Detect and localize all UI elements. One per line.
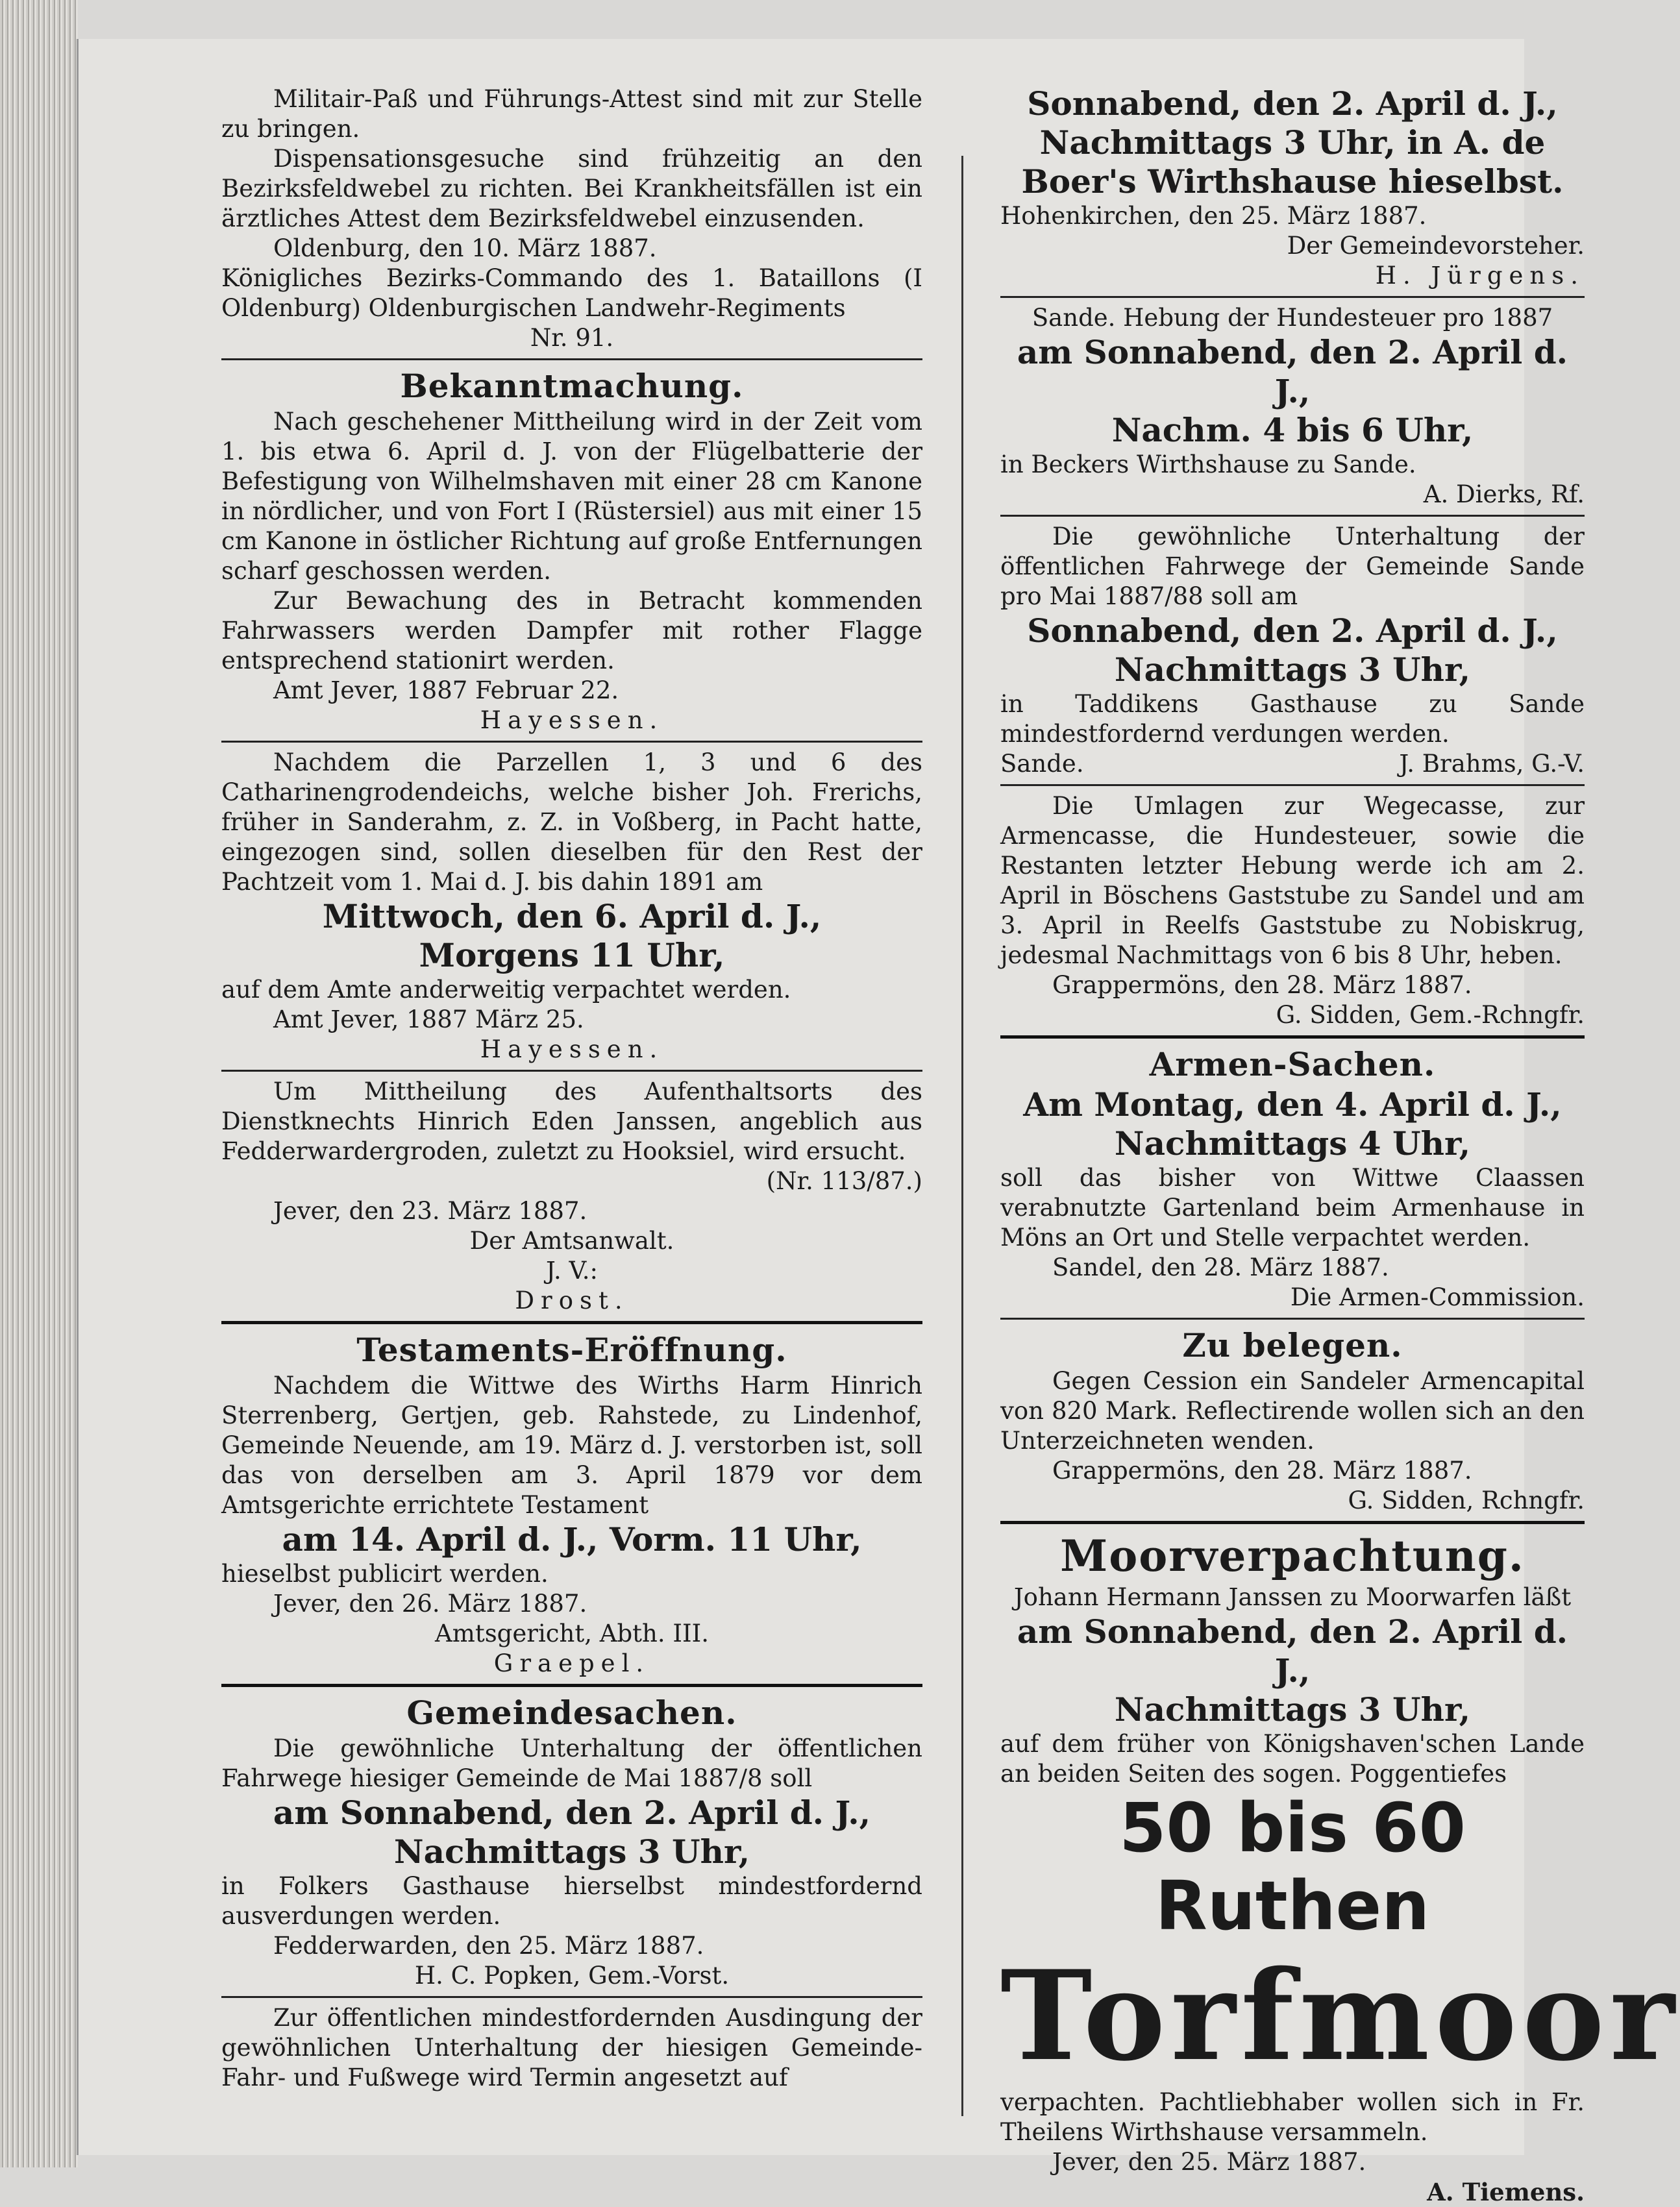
notice-title: Zu belegen.: [1182, 1326, 1403, 1364]
notice-bekanntmachung: [221, 365, 922, 735]
notice-signature: Die Armen-Commission.: [1290, 1283, 1585, 1311]
notice-time-highlight: Morgens 11 Uhr,: [419, 936, 725, 974]
divider: [1000, 1318, 1585, 1320]
notice-date: Oldenburg, den 10. März 1887.: [273, 234, 657, 262]
notice-title: Testaments-Eröffnung.: [356, 1331, 787, 1369]
notice-parcel-lease: [221, 748, 922, 1065]
notice-time-highlight: Nachmittags 3 Uhr,: [1114, 1690, 1471, 1729]
notice-signature: Hayessen.: [480, 706, 664, 734]
left-column: [221, 84, 922, 2093]
notice-signature: Drost.: [515, 1287, 629, 1314]
notice-date-highlight: am Sonnabend, den 2. April d. J.,: [1017, 1612, 1568, 1690]
notice-place: [1000, 749, 1585, 779]
notice-text: auf dem früher von Königshaven'schen Lande an beiden Seiten des sogen. Poggentiefes: [1000, 1730, 1585, 1788]
notice-text: Gegen Cession ein Sandeler Armencapital von 820 Mark. Reflectirende wollen sich an den Unterzeichneten wenden.: [1000, 1367, 1585, 1455]
notice-text: Die Umlagen zur Wegecasse, zur Armencasse, die Hundesteuer, sowie die Restanten letzter Hebung werde ich am 2. April in Böschens Gaststube zu Sandel und am 3. April in Reelfs Gaststube zu Nobiskrug, jedesmal Nachmittags von 6 bis 8 Uhr, heben.: [1000, 792, 1585, 969]
divider: [221, 741, 922, 743]
right-column: [1000, 84, 1680, 2207]
notice-signature: G. Sidden, Gem.-Rchngfr.: [1276, 1001, 1585, 1029]
notice-hundesteuer: [1000, 303, 1585, 510]
notice-title: Bekanntmachung.: [400, 367, 744, 405]
divider: [221, 1996, 922, 1998]
notice-title: Moorverpachtung.: [1060, 1531, 1525, 1581]
notice-text: Die gewöhnliche Unterhaltung der öffentlichen Fahrwege der Gemeinde Sande pro Mai 1887/88 soll am: [1000, 523, 1585, 610]
notice-headline-torfmoor: Torfmoor: [1000, 1943, 1680, 2088]
notice-time-highlight: Nachmittags 4 Uhr,: [1114, 1124, 1471, 1163]
notice-time-highlight: Nachm. 4 bis 6 Uhr,: [1111, 411, 1474, 449]
notice-signature: Der Gemeindevorsteher.: [1287, 232, 1585, 260]
notice-signature: H. Jürgens.: [1375, 262, 1585, 290]
notice-date-highlight: Sonnabend, den 2. April d. J., Nachmittags 3 Uhr, in A. de Boer's Wirthshause hieselbst.: [1021, 84, 1564, 201]
notice-date: Fedderwarden, den 25. März 1887.: [273, 1932, 704, 1960]
notice-signature: Graepel.: [493, 1649, 650, 1677]
notice-text: Sande. Hebung der Hundesteuer pro 1887: [1031, 304, 1553, 332]
newspaper-page: [77, 39, 1680, 2206]
notice-military-pass: [221, 84, 922, 353]
notice-date: Amt Jever, 1887 Februar 22.: [273, 676, 619, 704]
notice-title: Gemeindesachen.: [406, 1694, 737, 1732]
notice-text: Zur Bewachung des in Betracht kommenden Fahrwassers werden Dampfer mit rother Flagge entsprechend stationirt werden.: [221, 587, 922, 674]
notice-text: Zur öffentlichen mindestfordernden Ausdingung der gewöhnlichen Unterhaltung der hiesigen Gemeinde-Fahr- und Fußwege wird Termin angesetzt auf: [221, 2004, 922, 2091]
notice-sande-roads: [1000, 522, 1585, 779]
notice-signature: Amtsgericht, Abth. III.: [435, 1620, 709, 1647]
notice-text: Militair-Paß und Führungs-Attest sind mit zur Stelle zu bringen.: [221, 85, 922, 143]
notice-quantity: 50 bis 60 Ruthen: [1119, 1788, 1466, 1945]
notice-date-highlight: Mittwoch, den 6. April d. J.,: [322, 897, 822, 935]
notice-time-highlight: Nachmittags 3 Uhr,: [393, 1832, 750, 1871]
divider: [1000, 515, 1585, 517]
notice-text: verpachten. Pachtliebhaber wollen sich in Fr. Theilens Wirthshause versammeln.: [1000, 2088, 1585, 2146]
divider: [221, 1070, 922, 1072]
notice-text: in Folkers Gasthause hierselbst mindestfordernd ausverdungen werden.: [221, 1872, 922, 1930]
notice-text: Nach geschehener Mittheilung wird in der Zeit vom 1. bis etwa 6. April d. J. von der Flügelbatterie der Befestigung von Wilhelmshaven mit einer 28 cm Kanone in nördlicher, und von Fort I (Rüstersiel) aus mit einer 15 cm Kanone in östlicher Richtung auf große Entfernungen scharf geschossen werden.: [221, 408, 922, 585]
notice-text: Johann Hermann Janssen zu Moorwarfen läßt: [1013, 1583, 1572, 1611]
notice-signature: G. Sidden, Rchngfr.: [1348, 1486, 1585, 1514]
notice-text: soll das bisher von Wittwe Claassen verabnutzte Gartenland beim Armenhause in Möns an Ort und Stelle verpachtet werden.: [1000, 1164, 1585, 1251]
column-divider: [961, 156, 963, 2116]
notice-date-highlight: am Sonnabend, den 2. April d. J.,: [273, 1794, 871, 1832]
divider: [1000, 1035, 1585, 1039]
notice-title: Armen-Sachen.: [1149, 1045, 1436, 1083]
notice-text: auf dem Amte anderweitig verpachtet werden.: [221, 976, 791, 1004]
notice-date: Grappermöns, den 28. März 1887.: [1052, 1457, 1472, 1485]
notice-date: Amt Jever, 1887 März 25.: [273, 1005, 584, 1033]
notice-date-highlight: am 14. April d. J., Vorm. 11 Uhr,: [282, 1520, 862, 1559]
notice-text: Die gewöhnliche Unterhaltung der öffentlichen Fahrwege hiesiger Gemeinde de Mai 1887/8 soll: [221, 1734, 922, 1792]
divider: [221, 1321, 922, 1324]
notice-moorverpachtung: [1000, 1529, 1680, 2207]
notice-signature: Der Amtsanwalt.: [469, 1227, 674, 1255]
divider: [1000, 296, 1585, 298]
notice-text: in Beckers Wirthshause zu Sande.: [1000, 450, 1416, 478]
notice-zu-belegen: [1000, 1325, 1585, 1516]
notice-date-highlight: Am Montag, den 4. April d. J.,: [1023, 1085, 1562, 1124]
notice-date: Jever, den 23. März 1887.: [273, 1197, 587, 1225]
notice-signature: J. V.:: [546, 1257, 598, 1285]
notice-date: Jever, den 26. März 1887.: [273, 1590, 587, 1618]
notice-text: hieselbst publicirt werden.: [221, 1560, 549, 1588]
divider: [221, 1684, 922, 1687]
notice-text: in Taddikens Gasthause zu Sande mindestfordernd verdungen werden.: [1000, 690, 1585, 748]
divider: [221, 358, 922, 360]
notice-date: Sandel, den 28. März 1887.: [1052, 1253, 1389, 1281]
notice-armen-sachen: [1000, 1044, 1585, 1313]
notice-hohenkirchen: [1000, 84, 1585, 291]
notice-date: Grappermöns, den 28. März 1887.: [1052, 971, 1472, 999]
notice-signature: Königliches Bezirks-Commando des 1. Bataillons (I Oldenburg) Oldenburgischen Landwehr-Regiments: [221, 264, 922, 322]
notice-date-highlight: am Sonnabend, den 2. April d. J.,: [1017, 333, 1568, 410]
notice-text: Nachdem die Wittwe des Wirths Harm Hinrich Sterrenberg, Gertjen, geb. Rahstede, zu Lindenhof, Gemeinde Neuende, am 19. März d. J. verstorben ist, soll das von derselben am 3. April 1879 vor dem Amtsgerichte errichtete Testament: [221, 1372, 922, 1519]
notice-signature: J. Brahms, G.-V.: [1399, 750, 1585, 778]
notice-testament: [221, 1329, 922, 1679]
notice-gemeindesachen: [221, 1692, 922, 1991]
notice-time-highlight: Nachmittags 3 Uhr,: [1114, 650, 1471, 689]
notice-signature: H. C. Popken, Gem.-Vorst.: [414, 1962, 730, 1990]
notice-date: Jever, den 25. März 1887.: [1052, 2148, 1366, 2176]
notice-signature: A. Dierks, Rf.: [1423, 480, 1585, 508]
notice-number: (Nr. 113/87.): [766, 1167, 922, 1195]
notice-date-highlight: Sonnabend, den 2. April d. J.,: [1027, 611, 1558, 650]
notice-signature: A. Tiemens.: [1427, 2178, 1585, 2206]
notice-text: Dispensationsgesuche sind frühzeitig an den Bezirksfeldwebel zu richten. Bei Krankheitsfällen ist ein ärztliches Attest dem Bezirksfeldwebel einzusenden.: [221, 145, 922, 232]
notice-road-maintenance: [221, 2003, 922, 2093]
notice-text: Um Mittheilung des Aufenthaltsorts des Dienstknechts Hinrich Eden Janssen, angeblich aus Fedderwardergroden, zuletzt zu Hooksiel, wird ersucht.: [221, 1078, 922, 1165]
notice-search-janssen: [221, 1077, 922, 1316]
notice-place-name: Sande.: [1000, 750, 1084, 778]
notice-signature: Hayessen.: [480, 1035, 664, 1063]
notice-date: Hohenkirchen, den 25. März 1887.: [1000, 202, 1427, 230]
notice-number: Nr. 91.: [530, 324, 614, 352]
notice-umlagen: [1000, 791, 1585, 1030]
divider: [1000, 784, 1585, 786]
divider: [1000, 1521, 1585, 1524]
book-page-stack: [0, 0, 78, 2167]
notice-text: Nachdem die Parzellen 1, 3 und 6 des Catharinengrodendeichs, welche bisher Joh. Frerichs, früher in Sanderahm, z. Z. in Voßberg, in Pacht hatte, eingezogen sind, sollen dieselben für den Rest der Pachtzeit vom 1. Mai d. J. bis dahin 1891 am: [221, 748, 922, 896]
